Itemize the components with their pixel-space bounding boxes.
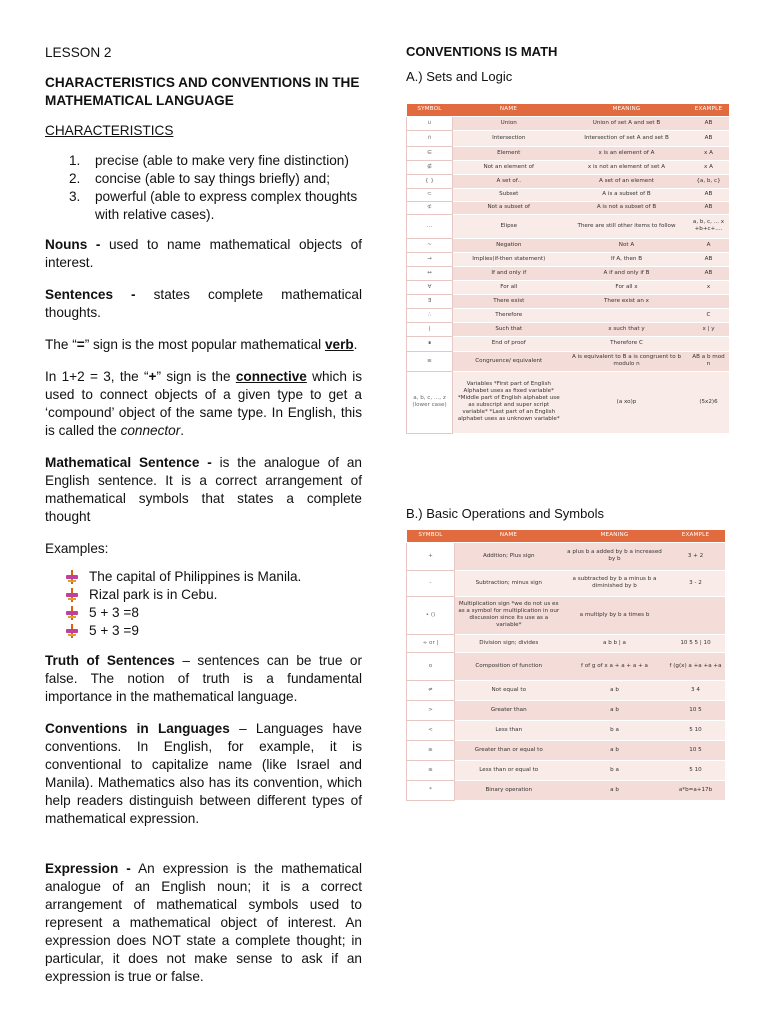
- cell-sym: ∩: [407, 130, 453, 146]
- table-row: [407, 634, 725, 652]
- verb-paragraph: The “=” sign is the most popular mathematical verb.: [45, 337, 358, 352]
- cell-example: a*b=a+17b: [667, 780, 725, 800]
- table-row: [407, 760, 725, 780]
- cell-meaning: There are still other items to follow: [565, 214, 689, 238]
- cell-name: End of proof: [453, 336, 565, 351]
- cell-name: Not an element of: [453, 160, 565, 174]
- table-row: [407, 336, 729, 351]
- cell-name: Congruence/ equivalent: [453, 351, 565, 371]
- cell-name: Elipse: [453, 214, 565, 238]
- cell-sym: |: [407, 322, 453, 336]
- cell-sym: <: [407, 720, 455, 740]
- cell-meaning: a b: [563, 700, 667, 720]
- cell-meaning: Union of set A and set B: [565, 116, 689, 130]
- cell-name: Multiplication sign *we do not us ex as a symbol for multiplication in our discussion since its use as a variable*: [455, 596, 563, 634]
- cell-example: 3 4: [667, 680, 725, 700]
- table-row: [407, 780, 725, 800]
- cell-meaning: A if and only if B: [565, 266, 689, 280]
- cell-sym: a, b, c, ..., z (lower case): [407, 371, 453, 433]
- table-row: [407, 720, 725, 740]
- cell-meaning: For all x: [565, 280, 689, 294]
- cell-name: There exist: [453, 294, 565, 308]
- list-item: 2. concise (able to say things briefly) and;: [69, 171, 330, 186]
- table-row: [407, 266, 729, 280]
- cell-sym: ∀: [407, 280, 453, 294]
- cell-example: [689, 294, 729, 308]
- cell-name: Less than: [455, 720, 563, 740]
- cell-example: 10 5: [667, 740, 725, 760]
- cell-sym: *: [407, 780, 455, 800]
- table-row: [407, 130, 729, 146]
- cell-example: [689, 336, 729, 351]
- cell-name: Division sign; divides: [455, 634, 563, 652]
- cell-name: Subtraction; minus sign: [455, 570, 563, 596]
- cell-example: C: [689, 308, 729, 322]
- cell-sym: { }: [407, 174, 453, 188]
- cell-name: Variables *First part of English Alphabet uses as fixed variable* *Middle part of English alphabet use as subscript and super script variable* *Last part of an English alphabet uses as unknown variable*: [453, 371, 565, 433]
- cell-meaning: b a: [563, 760, 667, 780]
- cell-example: f (g(x) a +a +a +a: [667, 652, 725, 680]
- cell-sym: →: [407, 252, 453, 266]
- nouns-paragraph: Nouns - used to name mathematical objects of interest.: [45, 237, 362, 270]
- cell-name: Element: [453, 146, 565, 160]
- cell-sym: ∉: [407, 160, 453, 174]
- table-row: [407, 596, 725, 634]
- cell-example: x A: [689, 146, 729, 160]
- conventions-heading: CONVENTIONS IS MATH: [406, 44, 558, 59]
- cell-name: Implies(if-then statement): [453, 252, 565, 266]
- cell-meaning: A set of an element: [565, 174, 689, 188]
- table-row: [407, 680, 725, 700]
- section-a-heading: A.) Sets and Logic: [406, 69, 513, 84]
- cell-sym: • (): [407, 596, 455, 634]
- cell-meaning: a plus b a added by b a increased by b: [563, 542, 667, 570]
- table-row: [407, 201, 729, 214]
- cell-example: 10 5: [667, 700, 725, 720]
- table-row: [407, 294, 729, 308]
- cell-name: Greater than or equal to: [455, 740, 563, 760]
- truth-paragraph: Truth of Sentences – sentences can be true or false. The notion of truth is a fundamental importance in the mathematical language.: [45, 653, 362, 704]
- cell-name: Binary operation: [455, 780, 563, 800]
- cell-example: x A: [689, 160, 729, 174]
- list-item: 5 + 3 =9: [65, 622, 362, 640]
- basic-operations-table: [406, 530, 725, 801]
- table-row: [407, 740, 725, 760]
- cell-sym: ↔: [407, 266, 453, 280]
- cell-sym: >: [407, 700, 455, 720]
- cell-meaning: A is a subset of B: [565, 188, 689, 201]
- cell-meaning: a b: [563, 680, 667, 700]
- cell-meaning: [565, 308, 689, 322]
- cell-example: 3 - 2: [667, 570, 725, 596]
- table-row: [407, 351, 729, 371]
- cell-sym: ∎: [407, 336, 453, 351]
- table-row: [407, 322, 729, 336]
- cell-sym: ≠: [407, 680, 455, 700]
- cell-sym: ∃: [407, 294, 453, 308]
- sets-logic-table: [406, 104, 729, 434]
- cell-name: Negation: [453, 238, 565, 252]
- table-header-row: SYMBOL NAME MEANING EXAMPLE: [407, 104, 729, 116]
- cell-name: Addition; Plus sign: [455, 542, 563, 570]
- cell-example: AB: [689, 130, 729, 146]
- table-row: [407, 542, 725, 570]
- cell-sym: o: [407, 652, 455, 680]
- cell-meaning: x such that y: [565, 322, 689, 336]
- cell-meaning: x is not an element of set A: [565, 160, 689, 174]
- cell-meaning: There exist an x: [565, 294, 689, 308]
- table-row: [407, 188, 729, 201]
- cell-name: Composition of function: [455, 652, 563, 680]
- right-column: [406, 44, 728, 96]
- cell-name: Greater than: [455, 700, 563, 720]
- left-column: [45, 44, 362, 1000]
- table-row: [407, 214, 729, 238]
- cell-example: AB a b mod n: [689, 351, 729, 371]
- list-item: 5 + 3 =8: [65, 604, 362, 622]
- cell-sym: +: [407, 542, 455, 570]
- pushpin-icon: [65, 588, 85, 602]
- cell-name: For all: [453, 280, 565, 294]
- table-row: [407, 570, 725, 596]
- cell-meaning: b a: [563, 720, 667, 740]
- cell-meaning: Not A: [565, 238, 689, 252]
- cell-meaning: a b b | a: [563, 634, 667, 652]
- cell-example: AB: [689, 201, 729, 214]
- cell-meaning: a multiply by b a times b: [563, 596, 667, 634]
- list-item: 3. powerful (able to express complex thoughts with relative cases).: [69, 189, 358, 222]
- cell-name: Therefore: [453, 308, 565, 322]
- cell-name: Union: [453, 116, 565, 130]
- lesson-label: LESSON 2: [45, 45, 112, 60]
- cell-example: AB: [689, 116, 729, 130]
- cell-meaning: A is equivalent to B a is congruent to b modulo n: [565, 351, 689, 371]
- cell-example: (5x2)6: [689, 371, 729, 433]
- cell-example: x | y: [689, 322, 729, 336]
- cell-sym: ~: [407, 238, 453, 252]
- examples-list: [65, 568, 362, 640]
- characteristics-list: [69, 152, 362, 224]
- table-row: [407, 174, 729, 188]
- math-sentence-paragraph: Mathematical Sentence - is the analogue of an English sentence. It is a correct arrangement of mathematical symbols that states a complete thought: [45, 455, 362, 524]
- cell-sym: …: [407, 214, 453, 238]
- cell-sym: ≥: [407, 740, 455, 760]
- cell-meaning: Therefore C: [565, 336, 689, 351]
- cell-example: AB: [689, 252, 729, 266]
- pushpin-icon: [65, 570, 85, 584]
- table-header-row: SYMBOL NAME MEANING EXAMPLE: [407, 530, 725, 542]
- cell-example: 10 5 5 | 10: [667, 634, 725, 652]
- cell-name: Intersection: [453, 130, 565, 146]
- cell-name: A set of..: [453, 174, 565, 188]
- cell-name: Subset: [453, 188, 565, 201]
- cell-sym: -: [407, 570, 455, 596]
- cell-example: 3 + 2: [667, 542, 725, 570]
- cell-meaning: (a xo)p: [565, 371, 689, 433]
- table-row: [407, 116, 729, 130]
- cell-name: Not a subset of: [453, 201, 565, 214]
- cell-sym: ≤: [407, 760, 455, 780]
- cell-sym: ∈: [407, 146, 453, 160]
- connective-paragraph: In 1+2 = 3, the “+” sign is the connective which is used to connect objects of a given type to get a ‘compound’ object of the same type. In English, this is called the connector.: [45, 369, 363, 438]
- cell-meaning: a b: [563, 740, 667, 760]
- cell-example: [667, 596, 725, 634]
- list-item: 1. precise (able to make very fine distinction): [69, 153, 349, 168]
- cell-example: a, b, c, ... x +b+c+....: [689, 214, 729, 238]
- pushpin-icon: [65, 606, 85, 620]
- cell-meaning: a b: [563, 780, 667, 800]
- cell-example: 5 10: [667, 760, 725, 780]
- examples-label: Examples:: [45, 541, 109, 556]
- cell-meaning: A is not a subset of B: [565, 201, 689, 214]
- table-row: [407, 252, 729, 266]
- table-row: [407, 280, 729, 294]
- cell-name: Such that: [453, 322, 565, 336]
- cell-name: Less than or equal to: [455, 760, 563, 780]
- cell-example: AB: [689, 266, 729, 280]
- cell-name: If and only if: [453, 266, 565, 280]
- sentences-paragraph: Sentences - states complete mathematical thoughts.: [45, 287, 362, 320]
- cell-meaning: a subtracted by b a minus b a diminished by b: [563, 570, 667, 596]
- table-row: [407, 308, 729, 322]
- cell-example: x: [689, 280, 729, 294]
- table-row: [407, 652, 725, 680]
- lesson-title: CHARACTERISTICS AND CONVENTIONS IN THE MATHEMATICAL LANGUAGE: [45, 75, 360, 108]
- cell-example: A: [689, 238, 729, 252]
- cell-meaning: If A, then B: [565, 252, 689, 266]
- cell-example: AB: [689, 188, 729, 201]
- cell-sym: ∪: [407, 116, 453, 130]
- section-b-heading: B.) Basic Operations and Symbols: [406, 506, 604, 521]
- expression-paragraph: Expression - An expression is the mathematical analogue of an English noun; it is a correct arrangement of mathematical symbols used to represent a mathematical object of interest. An expression does NOT state a complete thought; in particular, it does not make sense to ask if an expression is true or false.: [45, 861, 363, 984]
- cell-sym: ÷ or |: [407, 634, 455, 652]
- table-row: [407, 371, 729, 433]
- cell-sym: ⊄: [407, 201, 453, 214]
- cell-sym: ⊂: [407, 188, 453, 201]
- cell-example: {a, b, c}: [689, 174, 729, 188]
- cell-sym: ≡: [407, 351, 453, 371]
- cell-sym: ∴: [407, 308, 453, 322]
- pushpin-icon: [65, 624, 85, 638]
- table-row: [407, 700, 725, 720]
- table-row: [407, 146, 729, 160]
- cell-example: 5 10: [667, 720, 725, 740]
- table-row: [407, 238, 729, 252]
- cell-meaning: f of g of x a + a + a + a: [563, 652, 667, 680]
- cell-meaning: x is an element of A: [565, 146, 689, 160]
- cell-meaning: Intersection of set A and set B: [565, 130, 689, 146]
- list-item: Rizal park is in Cebu.: [65, 586, 362, 604]
- cell-name: Not equal to: [455, 680, 563, 700]
- table-row: [407, 160, 729, 174]
- list-item: The capital of Philippines is Manila.: [65, 568, 362, 586]
- characteristics-heading: CHARACTERISTICS: [45, 123, 174, 138]
- conventions-paragraph: Conventions in Languages – Languages have conventions. In English, for example, it is conventional to capitalize name (like Israel and Manila). Mathematics also has its convention, which help readers distinguish between different types of mathematical expression.: [45, 721, 362, 826]
